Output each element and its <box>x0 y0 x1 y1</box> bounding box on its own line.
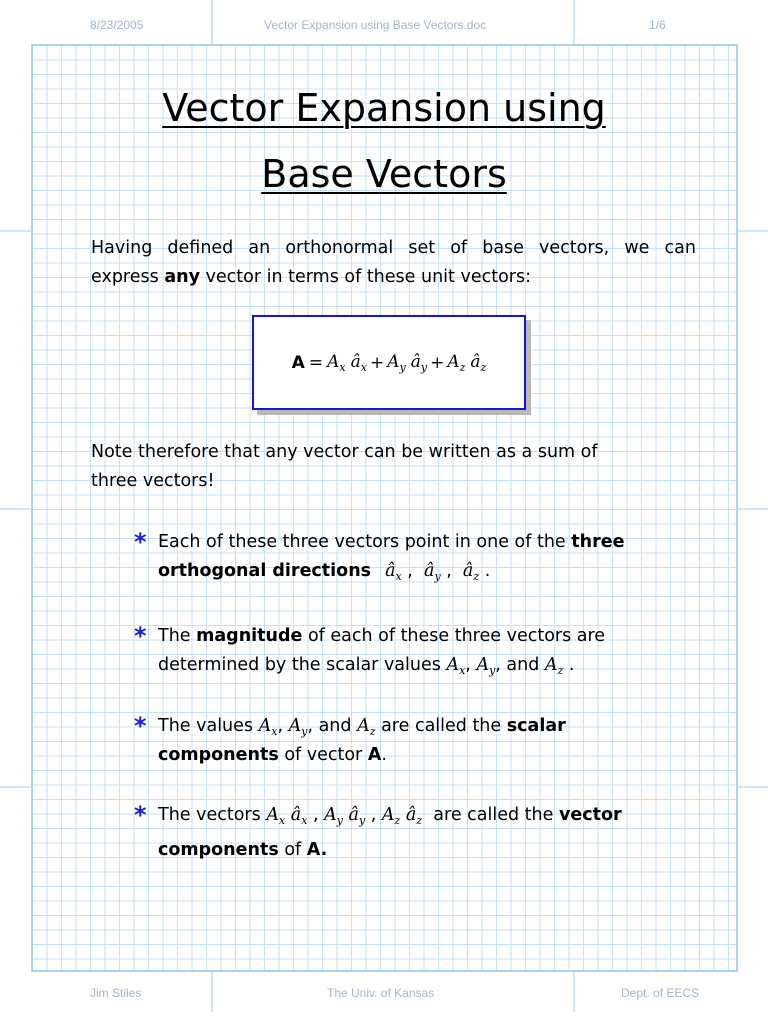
intro-line2-pre: express <box>91 267 165 287</box>
sub-y: y <box>301 725 308 738</box>
sub-x: x <box>271 725 278 738</box>
outer-grid-line <box>573 972 575 1012</box>
outer-grid-line <box>738 230 768 232</box>
sub-z: z <box>473 570 480 583</box>
bullet3-bold-scalar: scalar <box>506 716 566 736</box>
sub-y: y <box>489 664 496 677</box>
bullet2-line2-pre: determined by the scalar values <box>158 655 447 675</box>
outer-grid-line <box>738 786 768 788</box>
bullet4-line2-post: of <box>278 840 307 860</box>
eq-sub-x: x <box>360 360 367 374</box>
eq-sub-y: y <box>420 360 428 374</box>
period: . <box>381 745 387 765</box>
comma: , <box>465 655 477 675</box>
eq-hat: â <box>410 351 421 372</box>
letter-a: A <box>288 716 302 736</box>
letter-a: A <box>446 655 460 675</box>
bullet4-bold-vector: vector <box>558 805 622 825</box>
scalar-az <box>357 716 375 736</box>
bullet2-line1 <box>158 622 605 651</box>
letter-a: A <box>357 716 370 736</box>
bullet3-line2-post: of vector <box>278 745 368 765</box>
intro-line2-post: vector in terms of these unit vectors: <box>200 267 531 287</box>
eq-az-hat <box>470 352 486 374</box>
bullet4-line2 <box>158 836 327 865</box>
bullet3-post: are called the <box>375 716 507 736</box>
page-title-line2: Base Vectors <box>261 152 507 196</box>
sub-z: z <box>557 664 564 677</box>
hat-a: â <box>348 805 359 825</box>
eq-ax-coef <box>327 352 346 374</box>
eq-letter: A <box>327 351 340 372</box>
eq-ay-hat <box>411 352 427 374</box>
eq-plus: + <box>430 352 445 373</box>
bullet1-bold-directions: orthogonal directions <box>158 561 372 581</box>
footer-author: Jim Stiles <box>90 986 142 1000</box>
sub-x: x <box>301 814 308 827</box>
eq-equals: = <box>308 352 324 373</box>
bullet1-line1 <box>158 528 624 557</box>
bullet4-vector-a: A. <box>306 840 328 860</box>
eq-ax-hat <box>351 352 367 374</box>
bullet-star-icon: * <box>134 622 147 650</box>
bullet-star-icon: * <box>134 528 147 556</box>
intro-emphasis-any: any <box>164 267 200 287</box>
bullet4-bold-components: components <box>158 840 279 860</box>
sub-y: y <box>336 814 343 827</box>
eq-hat: â <box>350 351 361 372</box>
scalar-ay <box>289 716 308 736</box>
hat-a: â <box>424 561 435 581</box>
scalar-ax <box>446 655 465 675</box>
bullet1-line2 <box>158 557 490 591</box>
eq-vector-a: A <box>291 352 305 373</box>
eq-hat: â <box>470 351 481 372</box>
eq-sub-y: y <box>399 360 406 374</box>
letter-a: A <box>324 805 337 825</box>
bullet-star-icon: * <box>134 712 147 740</box>
bullet2-post: of each of these three vectors are <box>302 626 606 646</box>
header-page-number: 1/6 <box>649 18 666 32</box>
letter-a: A <box>266 805 279 825</box>
bullet3-line2 <box>158 741 387 770</box>
scalar-az <box>545 655 563 675</box>
sep: , <box>307 805 325 825</box>
bullet4-line1 <box>158 801 622 835</box>
bullet2-bold-magnitude: magnitude <box>196 626 303 646</box>
bullet4-post: are called the <box>422 805 559 825</box>
note-line2: three vectors! <box>91 471 215 491</box>
bullet1-sep: , <box>440 561 463 581</box>
hat-a: â <box>290 805 302 825</box>
eq-letter: A <box>447 351 460 372</box>
eq-sub-x: x <box>339 360 346 374</box>
intro-line2 <box>91 263 531 292</box>
letter-a: A <box>544 655 558 675</box>
vector-component-z <box>382 805 422 825</box>
period: . <box>563 655 575 675</box>
bullet1-bold-three: three <box>571 532 625 552</box>
bullet3-bold-components: components <box>158 745 279 765</box>
sub-x: x <box>459 664 466 677</box>
sub-y: y <box>358 814 366 827</box>
eq-az-coef <box>447 352 465 374</box>
and-text: , and <box>495 655 545 675</box>
eq-letter: A <box>387 351 400 372</box>
letter-a: A <box>476 655 490 675</box>
and-text: , and <box>307 716 358 736</box>
sub-z: z <box>369 725 376 738</box>
bullet3-vector-a: A <box>367 745 382 765</box>
vector-expansion-equation <box>254 317 524 408</box>
bullet-star-icon: * <box>134 801 147 829</box>
outer-grid-line <box>211 972 213 1012</box>
bullet1-text: Each of these three vectors point in one of the <box>158 532 572 552</box>
bullet3-pre: The values <box>158 716 259 736</box>
comma: , <box>277 716 289 736</box>
vector-component-x <box>266 805 307 825</box>
intro-line1: Having defined an orthonormal set of base vectors, we can <box>91 238 696 258</box>
letter-a: A <box>381 805 395 825</box>
equation-box <box>252 315 526 410</box>
outer-grid-line <box>0 786 31 788</box>
header-doc-title: Vector Expansion using Base Vectors.doc <box>264 18 487 32</box>
bullet2-line2 <box>158 651 575 685</box>
bullet1-end: . <box>479 561 491 581</box>
outer-grid-line <box>738 508 768 510</box>
hat-a: â <box>385 561 396 581</box>
scalar-ax <box>259 716 278 736</box>
bullet1-ay-hat <box>424 561 441 581</box>
outer-grid-line <box>211 0 213 44</box>
header-date: 8/23/2005 <box>90 18 144 32</box>
footer-department: Dept. of EECS <box>621 986 700 1000</box>
sep: , <box>365 805 382 825</box>
outer-grid-line <box>573 0 575 44</box>
sub-z: z <box>416 814 423 827</box>
note-line1: Note therefore that any vector can be written as a sum of <box>91 442 598 462</box>
outer-grid-line <box>0 230 31 232</box>
page-title-line1: Vector Expansion using <box>162 86 606 130</box>
letter-a: A <box>258 716 272 736</box>
sub-z: z <box>394 814 401 827</box>
hat-a: â <box>462 561 474 581</box>
bullet1-sep: , <box>401 561 424 581</box>
outer-grid-line <box>0 508 31 510</box>
eq-ay-coef <box>387 352 406 374</box>
bullet2-pre: The <box>158 626 197 646</box>
eq-sub-z: z <box>480 360 487 374</box>
scalar-ay <box>476 655 495 675</box>
sub-x: x <box>395 570 402 583</box>
sub-y: y <box>434 570 441 583</box>
sub-x: x <box>278 814 286 827</box>
footer-university: The Univ. of Kansas <box>327 986 435 1000</box>
eq-sub-z: z <box>459 360 466 374</box>
vector-component-y <box>324 805 365 825</box>
bullet4-pre: The vectors <box>158 805 267 825</box>
hat-a: â <box>405 805 417 825</box>
bullet1-az-hat <box>463 561 479 581</box>
bullet1-ax-hat <box>385 561 402 581</box>
eq-plus: + <box>369 352 385 373</box>
